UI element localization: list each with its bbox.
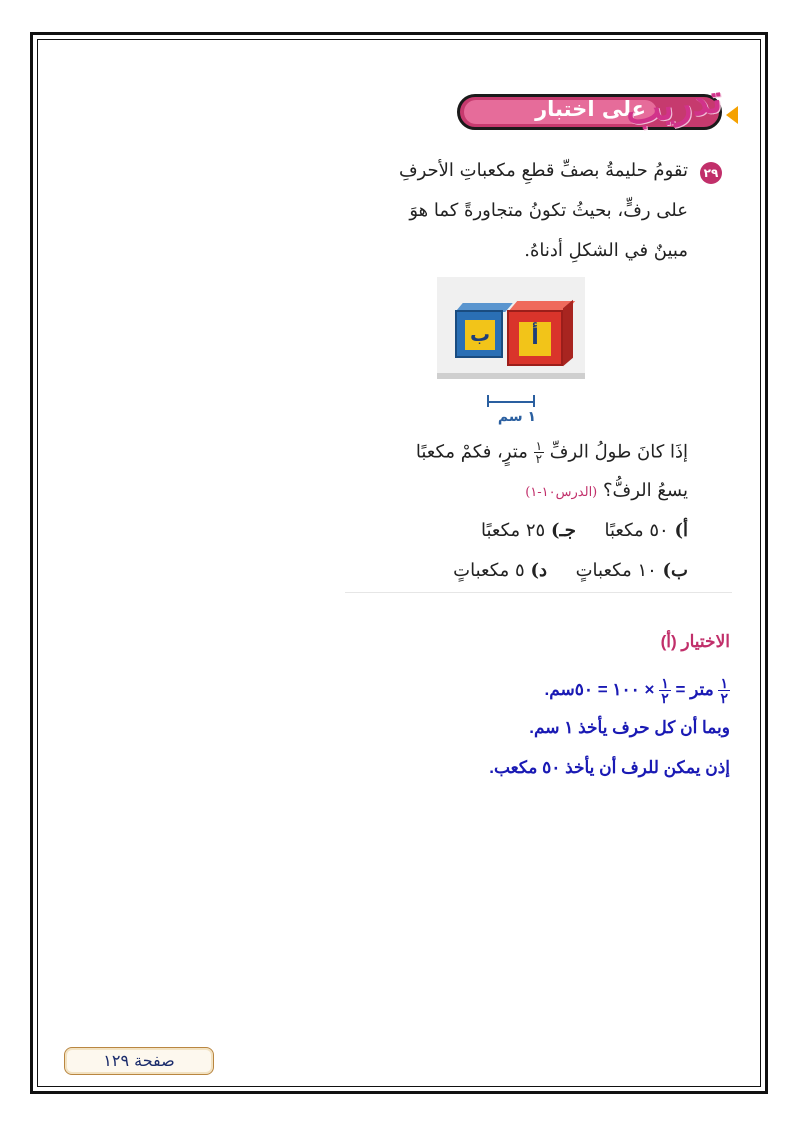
banner-arrow-icon bbox=[726, 106, 738, 124]
cube-a bbox=[507, 310, 563, 366]
banner-label: على اختبار bbox=[535, 97, 646, 121]
option-a: ٥٠ مكعبًا bbox=[604, 520, 669, 541]
solution-choice: الاختيار (أ) bbox=[660, 632, 730, 651]
cube-b-label: ب bbox=[465, 320, 495, 350]
fraction-half: $\frac{١}{٢}$ bbox=[535, 439, 543, 466]
option-b: ١٠ مكعباتٍ bbox=[575, 560, 657, 581]
textbook-excerpt bbox=[345, 62, 732, 592]
question-number: ٢٩ bbox=[700, 162, 722, 184]
lesson-reference: (الدرس١٠-١) bbox=[525, 485, 598, 500]
option-d: ٥ مكعباتٍ bbox=[453, 560, 525, 581]
page-number: صفحة ١٢٩ bbox=[64, 1047, 214, 1075]
option-c: ٢٥ مكعبًا bbox=[480, 520, 546, 541]
scale-bar bbox=[487, 401, 533, 403]
fraction-half: $\frac{١}{٢}$ bbox=[720, 675, 728, 706]
scale-label: ١ سم bbox=[497, 409, 537, 425]
options-row: ب) ١٠ مكعباتٍ د) ٥ مكعباتٍ bbox=[453, 560, 688, 581]
solution-line-3: إذن يمكن للرف أن يأخذ ٥٠ مكعب. bbox=[489, 758, 730, 777]
question-line: تقومُ حليمةُ بصفِّ قطعِ مكعباتِ الأحرفِ bbox=[398, 160, 688, 181]
question-line: مبينٌ في الشكلِ أدناهُ. bbox=[524, 240, 688, 261]
fraction-half: $\frac{١}{٢}$ bbox=[661, 675, 669, 706]
shelf-board bbox=[437, 373, 585, 379]
question-line: على رفٍّ، بحيثُ تكونُ متجاورةً كما هوَ bbox=[409, 200, 688, 221]
cube-a-label: أ bbox=[519, 322, 551, 356]
cubes-figure bbox=[437, 277, 585, 425]
cube-b bbox=[455, 310, 503, 358]
question-line: إذَا كانَ طولُ الرفِّ $\frac{١}{٢}$ مترٍ، فكمْ مكعبًا bbox=[415, 439, 688, 466]
solution-line-1: $\frac{١}{٢}$ متر = $\frac{١}{٢}$ × ١٠٠ = ٥٠سم. bbox=[544, 675, 728, 706]
solution-line-2: وبما أن كل حرف يأخذ ١ سم. bbox=[529, 718, 730, 737]
banner-word: تدريب bbox=[622, 75, 725, 134]
options-row: أ) ٥٠ مكعبًا جـ) ٢٥ مكعبًا bbox=[480, 520, 688, 541]
question-line: يسعُ الرفُّ؟ (الدرس١٠-١) bbox=[525, 480, 688, 501]
section-banner bbox=[442, 75, 732, 136]
